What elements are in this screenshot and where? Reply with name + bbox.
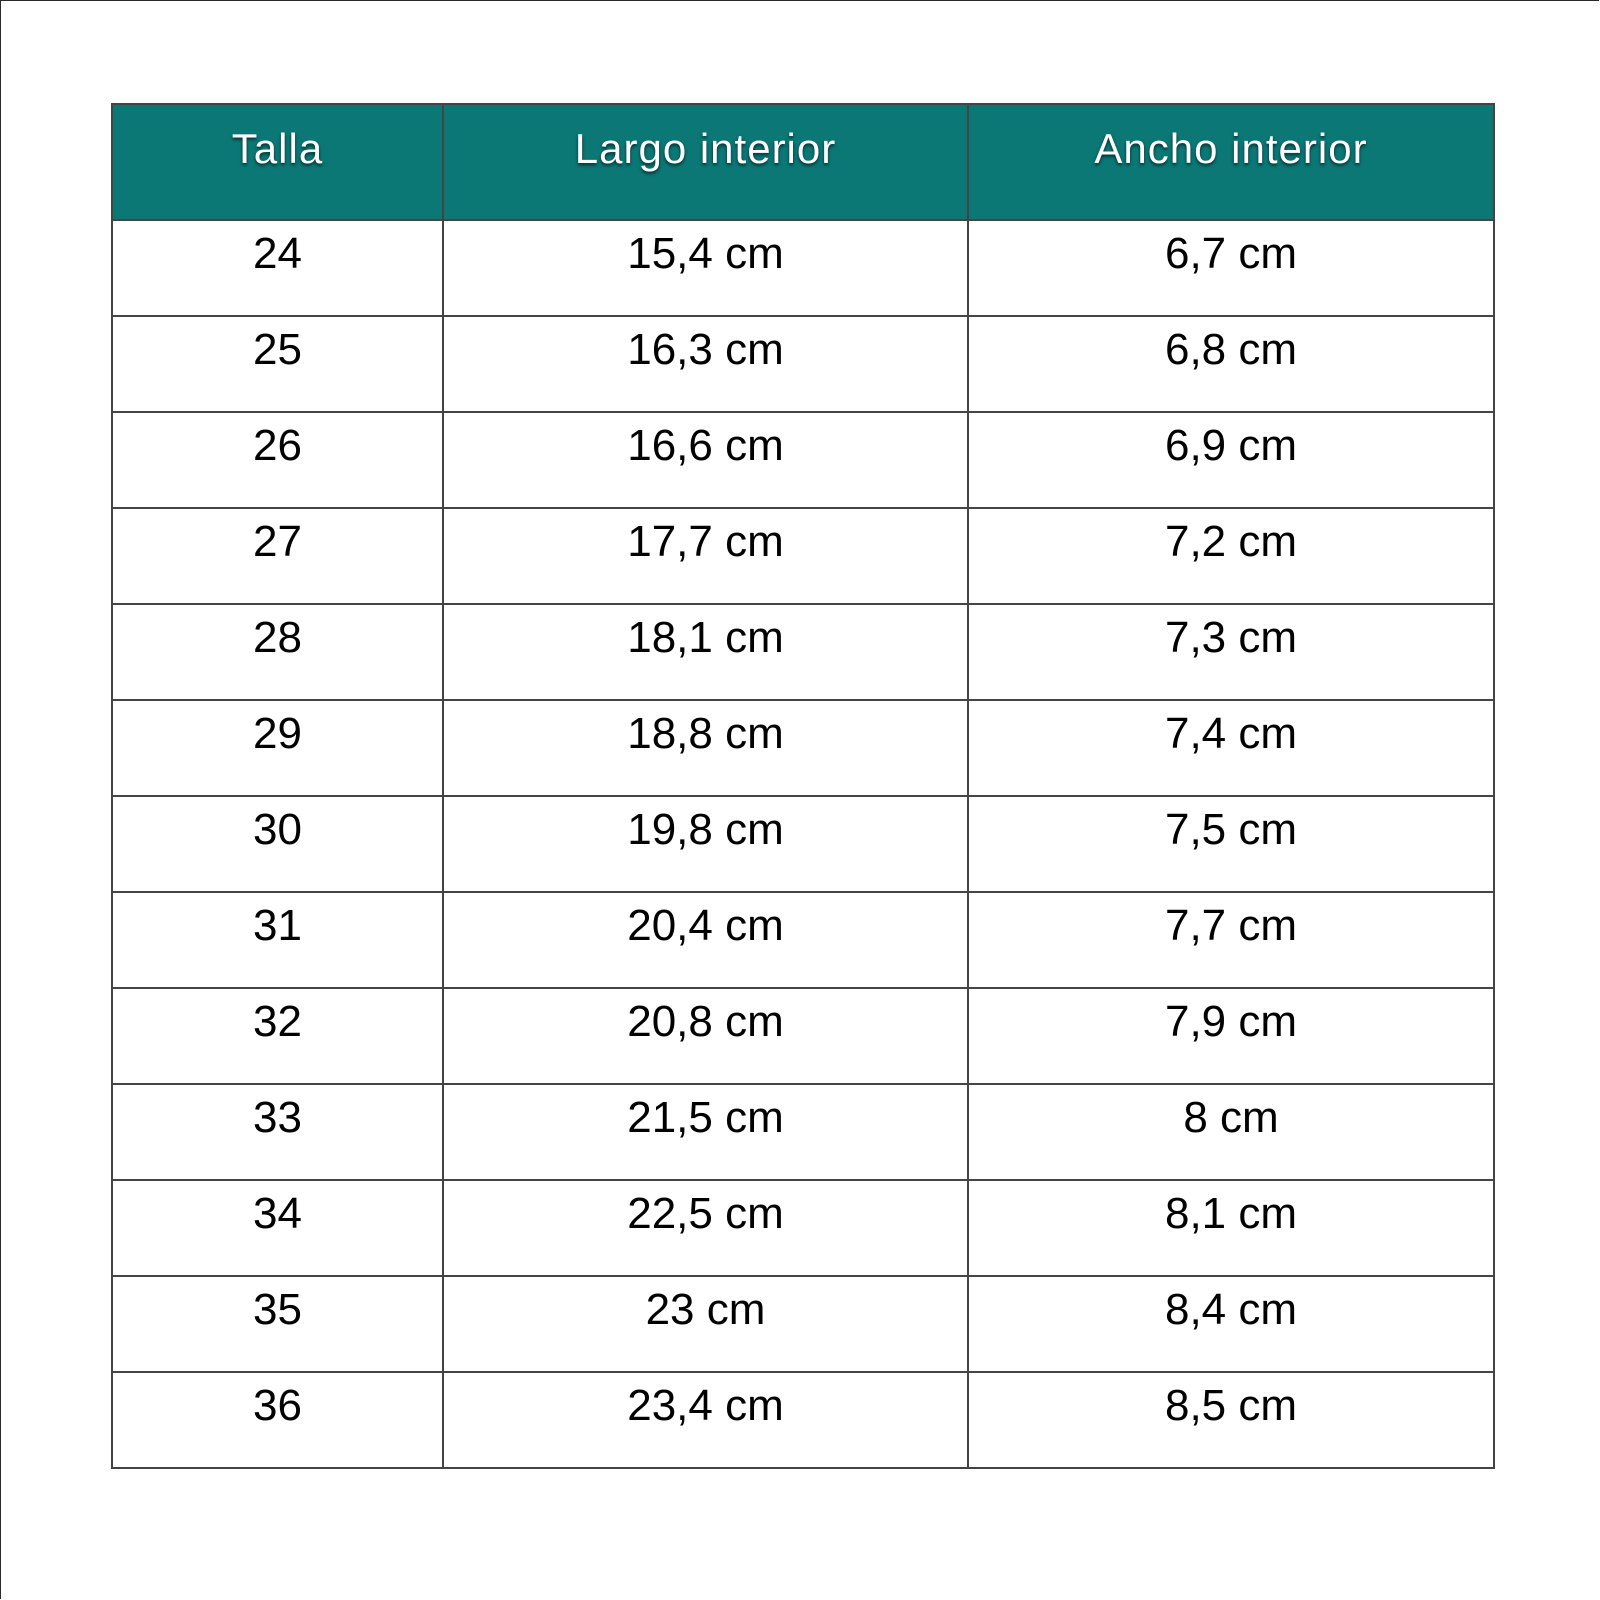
cell-largo-interior: 17,7 cm bbox=[443, 508, 968, 604]
table-body bbox=[112, 220, 1494, 1468]
cell-talla: 29 bbox=[112, 700, 443, 796]
cell-talla: 26 bbox=[112, 412, 443, 508]
cell-ancho-interior: 6,8 cm bbox=[968, 316, 1494, 412]
table-row bbox=[112, 1276, 1494, 1372]
cell-largo-interior: 18,1 cm bbox=[443, 604, 968, 700]
cell-talla: 34 bbox=[112, 1180, 443, 1276]
cell-ancho-interior: 6,9 cm bbox=[968, 412, 1494, 508]
table-row bbox=[112, 1372, 1494, 1468]
table-row bbox=[112, 316, 1494, 412]
cell-ancho-interior: 8,4 cm bbox=[968, 1276, 1494, 1372]
cell-largo-interior: 23,4 cm bbox=[443, 1372, 968, 1468]
cell-largo-interior: 16,6 cm bbox=[443, 412, 968, 508]
table-row bbox=[112, 700, 1494, 796]
cell-talla: 33 bbox=[112, 1084, 443, 1180]
cell-ancho-interior: 7,2 cm bbox=[968, 508, 1494, 604]
table-row bbox=[112, 892, 1494, 988]
cell-talla: 32 bbox=[112, 988, 443, 1084]
cell-ancho-interior: 8,1 cm bbox=[968, 1180, 1494, 1276]
cell-largo-interior: 16,3 cm bbox=[443, 316, 968, 412]
cell-talla: 27 bbox=[112, 508, 443, 604]
cell-largo-interior: 20,4 cm bbox=[443, 892, 968, 988]
cell-largo-interior: 23 cm bbox=[443, 1276, 968, 1372]
size-table bbox=[111, 103, 1495, 1469]
cell-ancho-interior: 7,7 cm bbox=[968, 892, 1494, 988]
cell-largo-interior: 15,4 cm bbox=[443, 220, 968, 316]
table-row bbox=[112, 508, 1494, 604]
table-row bbox=[112, 1084, 1494, 1180]
cell-ancho-interior: 8,5 cm bbox=[968, 1372, 1494, 1468]
cell-ancho-interior: 7,5 cm bbox=[968, 796, 1494, 892]
cell-talla: 35 bbox=[112, 1276, 443, 1372]
table-row bbox=[112, 1180, 1494, 1276]
cell-largo-interior: 18,8 cm bbox=[443, 700, 968, 796]
cell-talla: 36 bbox=[112, 1372, 443, 1468]
cell-largo-interior: 22,5 cm bbox=[443, 1180, 968, 1276]
header-ancho-interior: Ancho interior bbox=[968, 104, 1494, 220]
cell-largo-interior: 21,5 cm bbox=[443, 1084, 968, 1180]
header-row bbox=[112, 104, 1494, 220]
cell-ancho-interior: 7,4 cm bbox=[968, 700, 1494, 796]
table-row bbox=[112, 796, 1494, 892]
cell-ancho-interior: 7,9 cm bbox=[968, 988, 1494, 1084]
cell-largo-interior: 19,8 cm bbox=[443, 796, 968, 892]
table-row bbox=[112, 604, 1494, 700]
table-row bbox=[112, 220, 1494, 316]
cell-talla: 24 bbox=[112, 220, 443, 316]
table-row bbox=[112, 988, 1494, 1084]
header-largo-interior: Largo interior bbox=[443, 104, 968, 220]
cell-talla: 31 bbox=[112, 892, 443, 988]
cell-talla: 30 bbox=[112, 796, 443, 892]
cell-talla: 28 bbox=[112, 604, 443, 700]
cell-talla: 25 bbox=[112, 316, 443, 412]
cell-ancho-interior: 7,3 cm bbox=[968, 604, 1494, 700]
cell-ancho-interior: 8 cm bbox=[968, 1084, 1494, 1180]
cell-largo-interior: 20,8 cm bbox=[443, 988, 968, 1084]
table-row bbox=[112, 412, 1494, 508]
cell-ancho-interior: 6,7 cm bbox=[968, 220, 1494, 316]
header-talla: Talla bbox=[112, 104, 443, 220]
table-header bbox=[112, 104, 1494, 220]
